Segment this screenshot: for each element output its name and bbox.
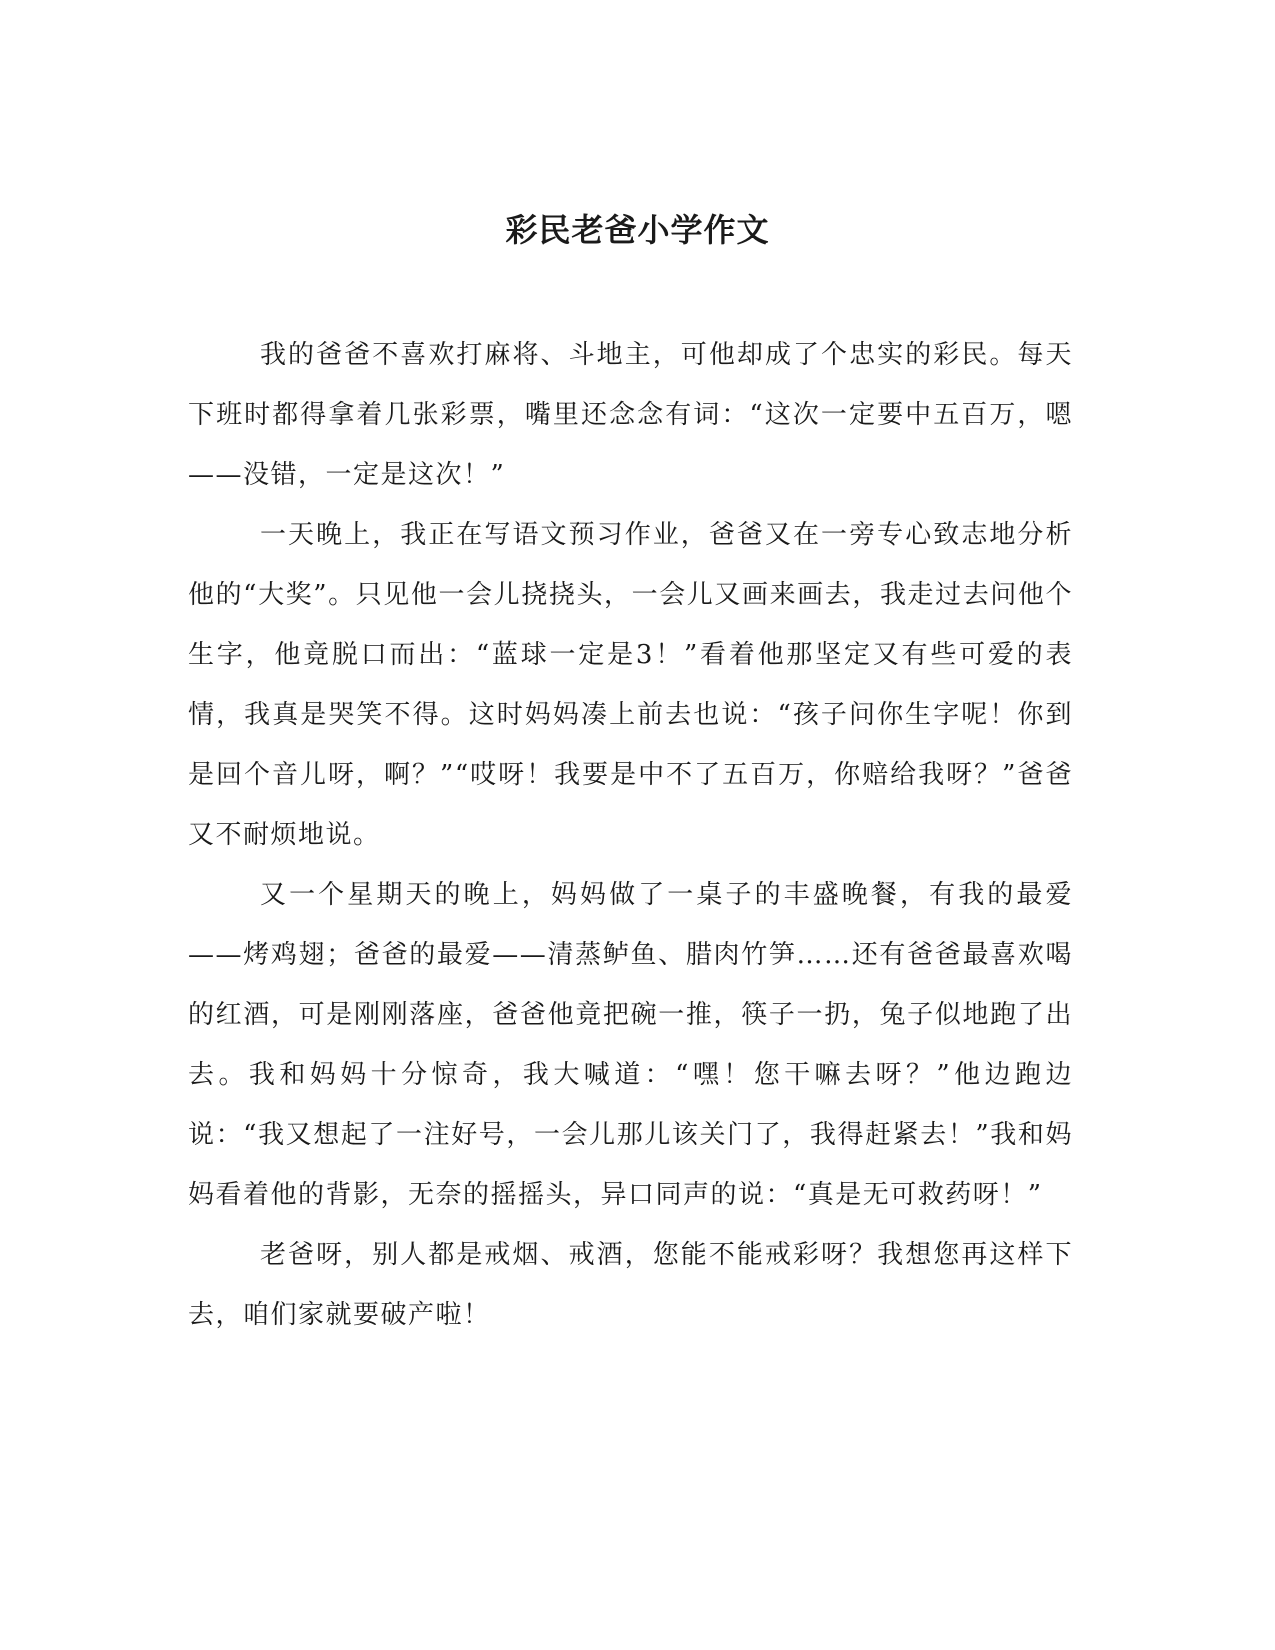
paragraph-4: 老爸呀，别人都是戒烟、戒酒，您能不能戒彩呀？我想您再这样下去，咱们家就要破产啦！ [188, 1240, 1073, 1330]
paragraph-2: 一天晚上，我正在写语文预习作业，爸爸又在一旁专心致志地分析他的“大奖”。只见他一会儿挠挠头，一会儿又画来画去，我走过去问他个生字，他竟脱口而出：“蓝球一定是3！”看着他那坚定又有些可爱的表情，我真是哭笑不得。这时妈妈凑上前去也说：“孩子问你生字呢！你到是回个音儿呀，啊？”“哎呀！我要是中不了五百万，你赔给我呀？”爸爸又不耐烦地说。 [188, 520, 1073, 850]
paragraph-1: 我的爸爸不喜欢打麻将、斗地主，可他却成了个忠实的彩民。每天下班时都得拿着几张彩票，嘴里还念念有词：“这次一定要中五百万，嗯——没错，一定是这次！” [188, 340, 1073, 490]
essay-body [188, 325, 1073, 1345]
paragraph-3: 又一个星期天的晚上，妈妈做了一桌子的丰盛晚餐，有我的最爱——烤鸡翅；爸爸的最爱——清蒸鲈鱼、腊肉竹笋……还有爸爸最喜欢喝的红酒，可是刚刚落座，爸爸他竟把碗一推，筷子一扔，兔子似地跑了出去。我和妈妈十分惊奇，我大喊道：“嘿！您干嘛去呀？”他边跑边说：“我又想起了一注好号，一会儿那儿该关门了，我得赶紧去！”我和妈妈看着他的背影，无奈的摇摇头，异口同声的说：“真是无可救药呀！” [188, 880, 1073, 1210]
page-title: 彩民老爸小学作文 [505, 211, 770, 249]
